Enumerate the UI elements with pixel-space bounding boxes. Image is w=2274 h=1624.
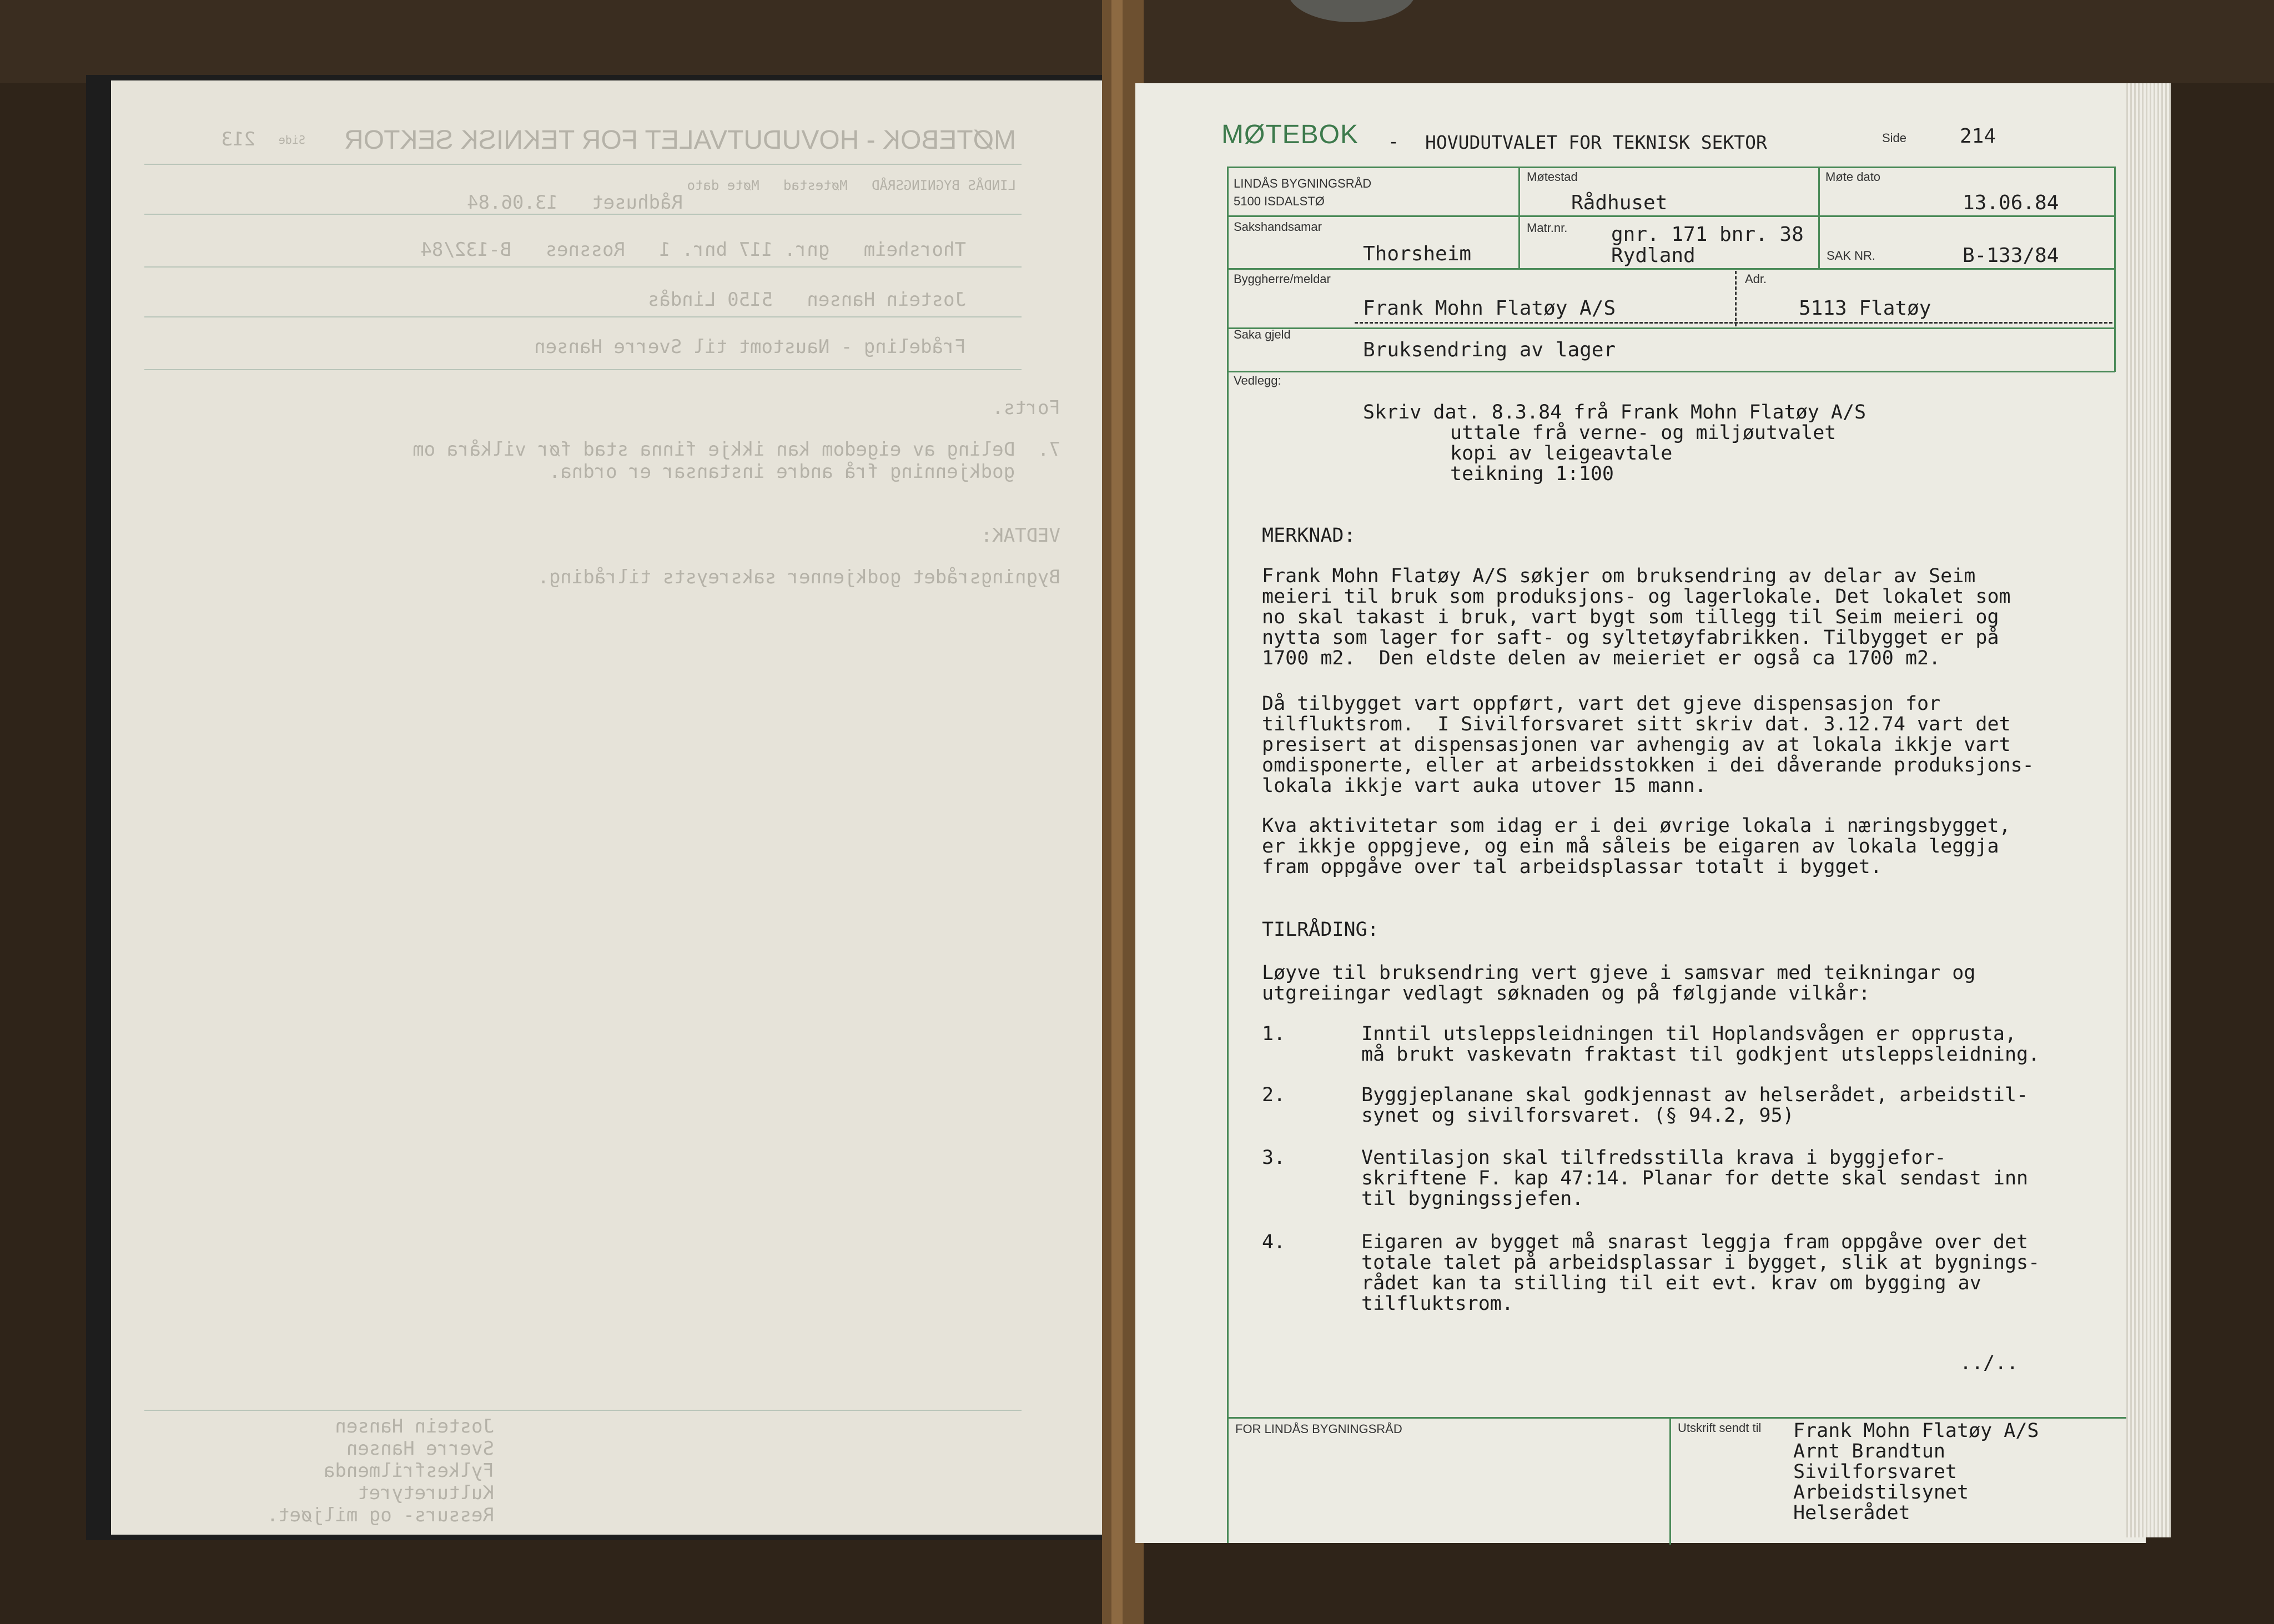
continued-mark: ../.. [1960, 1352, 2019, 1374]
form-rule [1227, 167, 2115, 168]
merknad-paragraph: Frank Mohn Flatøy A/S søkjer om bruksendring av delar av Seim meieri til bruk som produksjons- og lagerlokale. Det lokalet som no skal takast i bruk, vart bygt som tillegg til Seim meieri og nytta som lager for saft- og syltetøyfabrikken. Tilbygget er på 1700 m2. Den eldste delen av meieriet er også ca 1700 m2. [1262, 565, 2011, 669]
utskrift-label: Utskrift sendt til [1678, 1421, 1762, 1435]
recipient: Arnt Brandtun [1793, 1440, 1945, 1462]
condition-number: 3. [1262, 1147, 1286, 1169]
form-rule [1227, 327, 2115, 329]
condition-number: 1. [1262, 1023, 1286, 1045]
saka-gjeld-value: Bruksendring av lager [1363, 339, 1616, 361]
motedato-value: 13.06.84 [1963, 191, 2059, 214]
tilrading-heading: TILRÅDING: [1262, 919, 1379, 941]
left-rule [144, 316, 1022, 317]
merknad-heading: MERKNAD: [1262, 524, 1356, 547]
condition-text: Inntil utsleppsleidningen til Hoplandsvågen er opprusta, må brukt vaskevatn fraktast til godkjent utsleppsleidning. [1361, 1023, 2040, 1066]
adr-value: 5113 Flatøy [1799, 297, 1931, 320]
vedlegg-line: uttale frå verne- og miljøutvalet [1450, 422, 1837, 444]
condition-text: Byggjeplanane skal godkjennast av helserådet, arbeidstil- synet og sivilforsvaret. (§ 94.2, 95) [1361, 1084, 2029, 1127]
vedlegg-line: kopi av leigeavtale [1450, 442, 1673, 465]
left-line: Frådeling - Naustomt til Sverre Hansen [534, 336, 966, 358]
left-line: Kulturetyret [358, 1482, 494, 1504]
form-rule [1227, 268, 2115, 270]
left-line: Rådhuset 13.06.84 [467, 191, 683, 214]
left-line: Ressurs- og miljøet. [266, 1504, 494, 1526]
left-rule [144, 214, 1022, 215]
recipient: Frank Mohn Flatøy A/S [1793, 1420, 2039, 1442]
condition-text: Eigaren av bygget må snarast leggja fram oppgåve over det totale talet på arbeidsplassar i bygget, slik at bygnings- rådet kan ta stilling til eit evt. krav om bygging av tilfluktsrom. [1361, 1231, 2040, 1315]
form-rule [1518, 167, 1520, 269]
left-rule [144, 164, 1022, 165]
left-header: MØTEBOK - HOVUDUTVALET FOR TEKNISK SEKTOR [344, 125, 1016, 155]
motestad-value: Rådhuset [1571, 191, 1668, 214]
form-rule [1818, 167, 1820, 269]
sakshandsamar-label: Sakshandsamar [1234, 220, 1322, 234]
left-line: VEDTAK: [980, 524, 1060, 547]
left-rule [144, 369, 1022, 370]
matrnr-label: Matr.nr. [1527, 221, 1568, 235]
merknad-paragraph: Kva aktivitetar som idag er i dei øvrige lokala i næringsbygget, er ikkje oppgjeve, og ein må såleis be eigaren av lokala leggja fram oppgåve over tal arbeidsplassar totalt i bygget. [1262, 815, 2011, 878]
form-rule [1227, 371, 2115, 372]
sakshandsamar-value: Thorsheim [1363, 243, 1472, 265]
condition-text: Ventilasjon skal tilfredsstilla krava i byggjefor- skriftene F. kap 47:14. Planar for dette skal sendast inn til bygningssjefen. [1361, 1147, 2029, 1210]
motestad-label: Møtestad [1527, 170, 1578, 184]
left-line: Fylkesfrilmenda [323, 1460, 494, 1482]
merknad-paragraph: Då tilbygget vart oppført, vart det gjeve dispensasjon for tilfluktsrom. I Sivilforsvaret sitt skriv dat. 3.12.74 vart det presisert at dispensasjonen var avhengig av at lokala ikkje vart omdisponerte, eller at arbeidsstokken i dei dåverande produksjons- lokala ikkje vart auka utover 15 mann. [1262, 693, 2034, 797]
left-line: 7. Deling av eigedom kan ikkje finna stad før vilkåra om [412, 438, 1060, 461]
form-rule [1227, 167, 1229, 1543]
form-rule [1227, 1417, 2126, 1419]
saknr-value: B-133/84 [1963, 244, 2059, 267]
header-dash: - [1388, 130, 1399, 152]
matrnr-value: gnr. 171 bnr. 38 [1611, 223, 1804, 246]
recipient: Arbeidstilsynet [1793, 1481, 1969, 1504]
left-line: Forts. [992, 397, 1060, 419]
adr-label: Adr. [1745, 272, 1767, 286]
book-spine-highlight [1111, 0, 1123, 1624]
byggherre-value: Frank Mohn Flatøy A/S [1363, 297, 1616, 320]
org-name: LINDÅS BYGNINGSRÅD [1234, 176, 1372, 190]
matrnr-place: Rydland [1611, 244, 1696, 267]
right-page [1135, 83, 2146, 1543]
left-line: Sverre Hansen [346, 1438, 494, 1460]
recipient: Helserådet [1793, 1502, 1910, 1524]
left-line: Bygningsrådet godkjenner saksreysts tilråding. [537, 566, 1060, 588]
page-title: MØTEBOK [1221, 120, 1359, 149]
form-rule [1669, 1417, 1671, 1545]
form-rule [2114, 167, 2116, 372]
org-address: 5100 ISDALSTØ [1234, 194, 1325, 208]
form-rule [1227, 215, 2115, 217]
motedato-label: Møte dato [1825, 170, 1881, 184]
side-number: 214 [1960, 125, 1996, 148]
saknr-label: SAK NR. [1827, 249, 1876, 263]
vedlegg-label: Vedlegg: [1234, 374, 1281, 387]
left-side-number: 213 [221, 128, 255, 150]
adr-divider [1735, 271, 1738, 326]
left-line: Jostein Hansen 5150 Lindås [647, 289, 966, 311]
vedlegg-line: teikning 1:100 [1450, 463, 1614, 485]
left-line: LINDÅS BYGNINGSRÅD Møtestad Møte dato [687, 178, 1016, 193]
side-label: Side [1882, 131, 1907, 145]
left-line: godkjenning frå andre instansar er ordna. [549, 461, 1060, 483]
page-edges [2126, 83, 2171, 1537]
header-subtitle: HOVUDUTVALET FOR TEKNISK SEKTOR [1425, 132, 1767, 153]
byggherre-label: Byggherre/meldar [1234, 272, 1331, 286]
condition-number: 4. [1262, 1231, 1286, 1253]
recipient: Sivilforsvaret [1793, 1461, 1958, 1483]
left-line: Jostein Hansen [335, 1415, 494, 1438]
left-line: Thorsheim gnr. 117 bnr. 1 Rossnes B-132/84 [420, 239, 966, 261]
vedlegg-line: Skriv dat. 8.3.84 frå Frank Mohn Flatøy A/S [1363, 401, 1867, 423]
left-rule [144, 1410, 1022, 1411]
left-side-label: Side [278, 133, 305, 147]
tilrading-intro: Løyve til bruksendring vert gjeve i samsvar med teikningar og utgreiingar vedlagt søknaden og på følgjande vilkår: [1262, 962, 1976, 1005]
left-rule [144, 266, 1022, 268]
for-lindas-label: FOR LINDÅS BYGNINGSRÅD [1235, 1422, 1402, 1436]
left-page-bleedthrough [111, 80, 1105, 1535]
condition-number: 2. [1262, 1084, 1286, 1106]
saka-gjeld-label: Saka gjeld [1234, 327, 1291, 341]
dashed-rule [1355, 322, 2112, 324]
